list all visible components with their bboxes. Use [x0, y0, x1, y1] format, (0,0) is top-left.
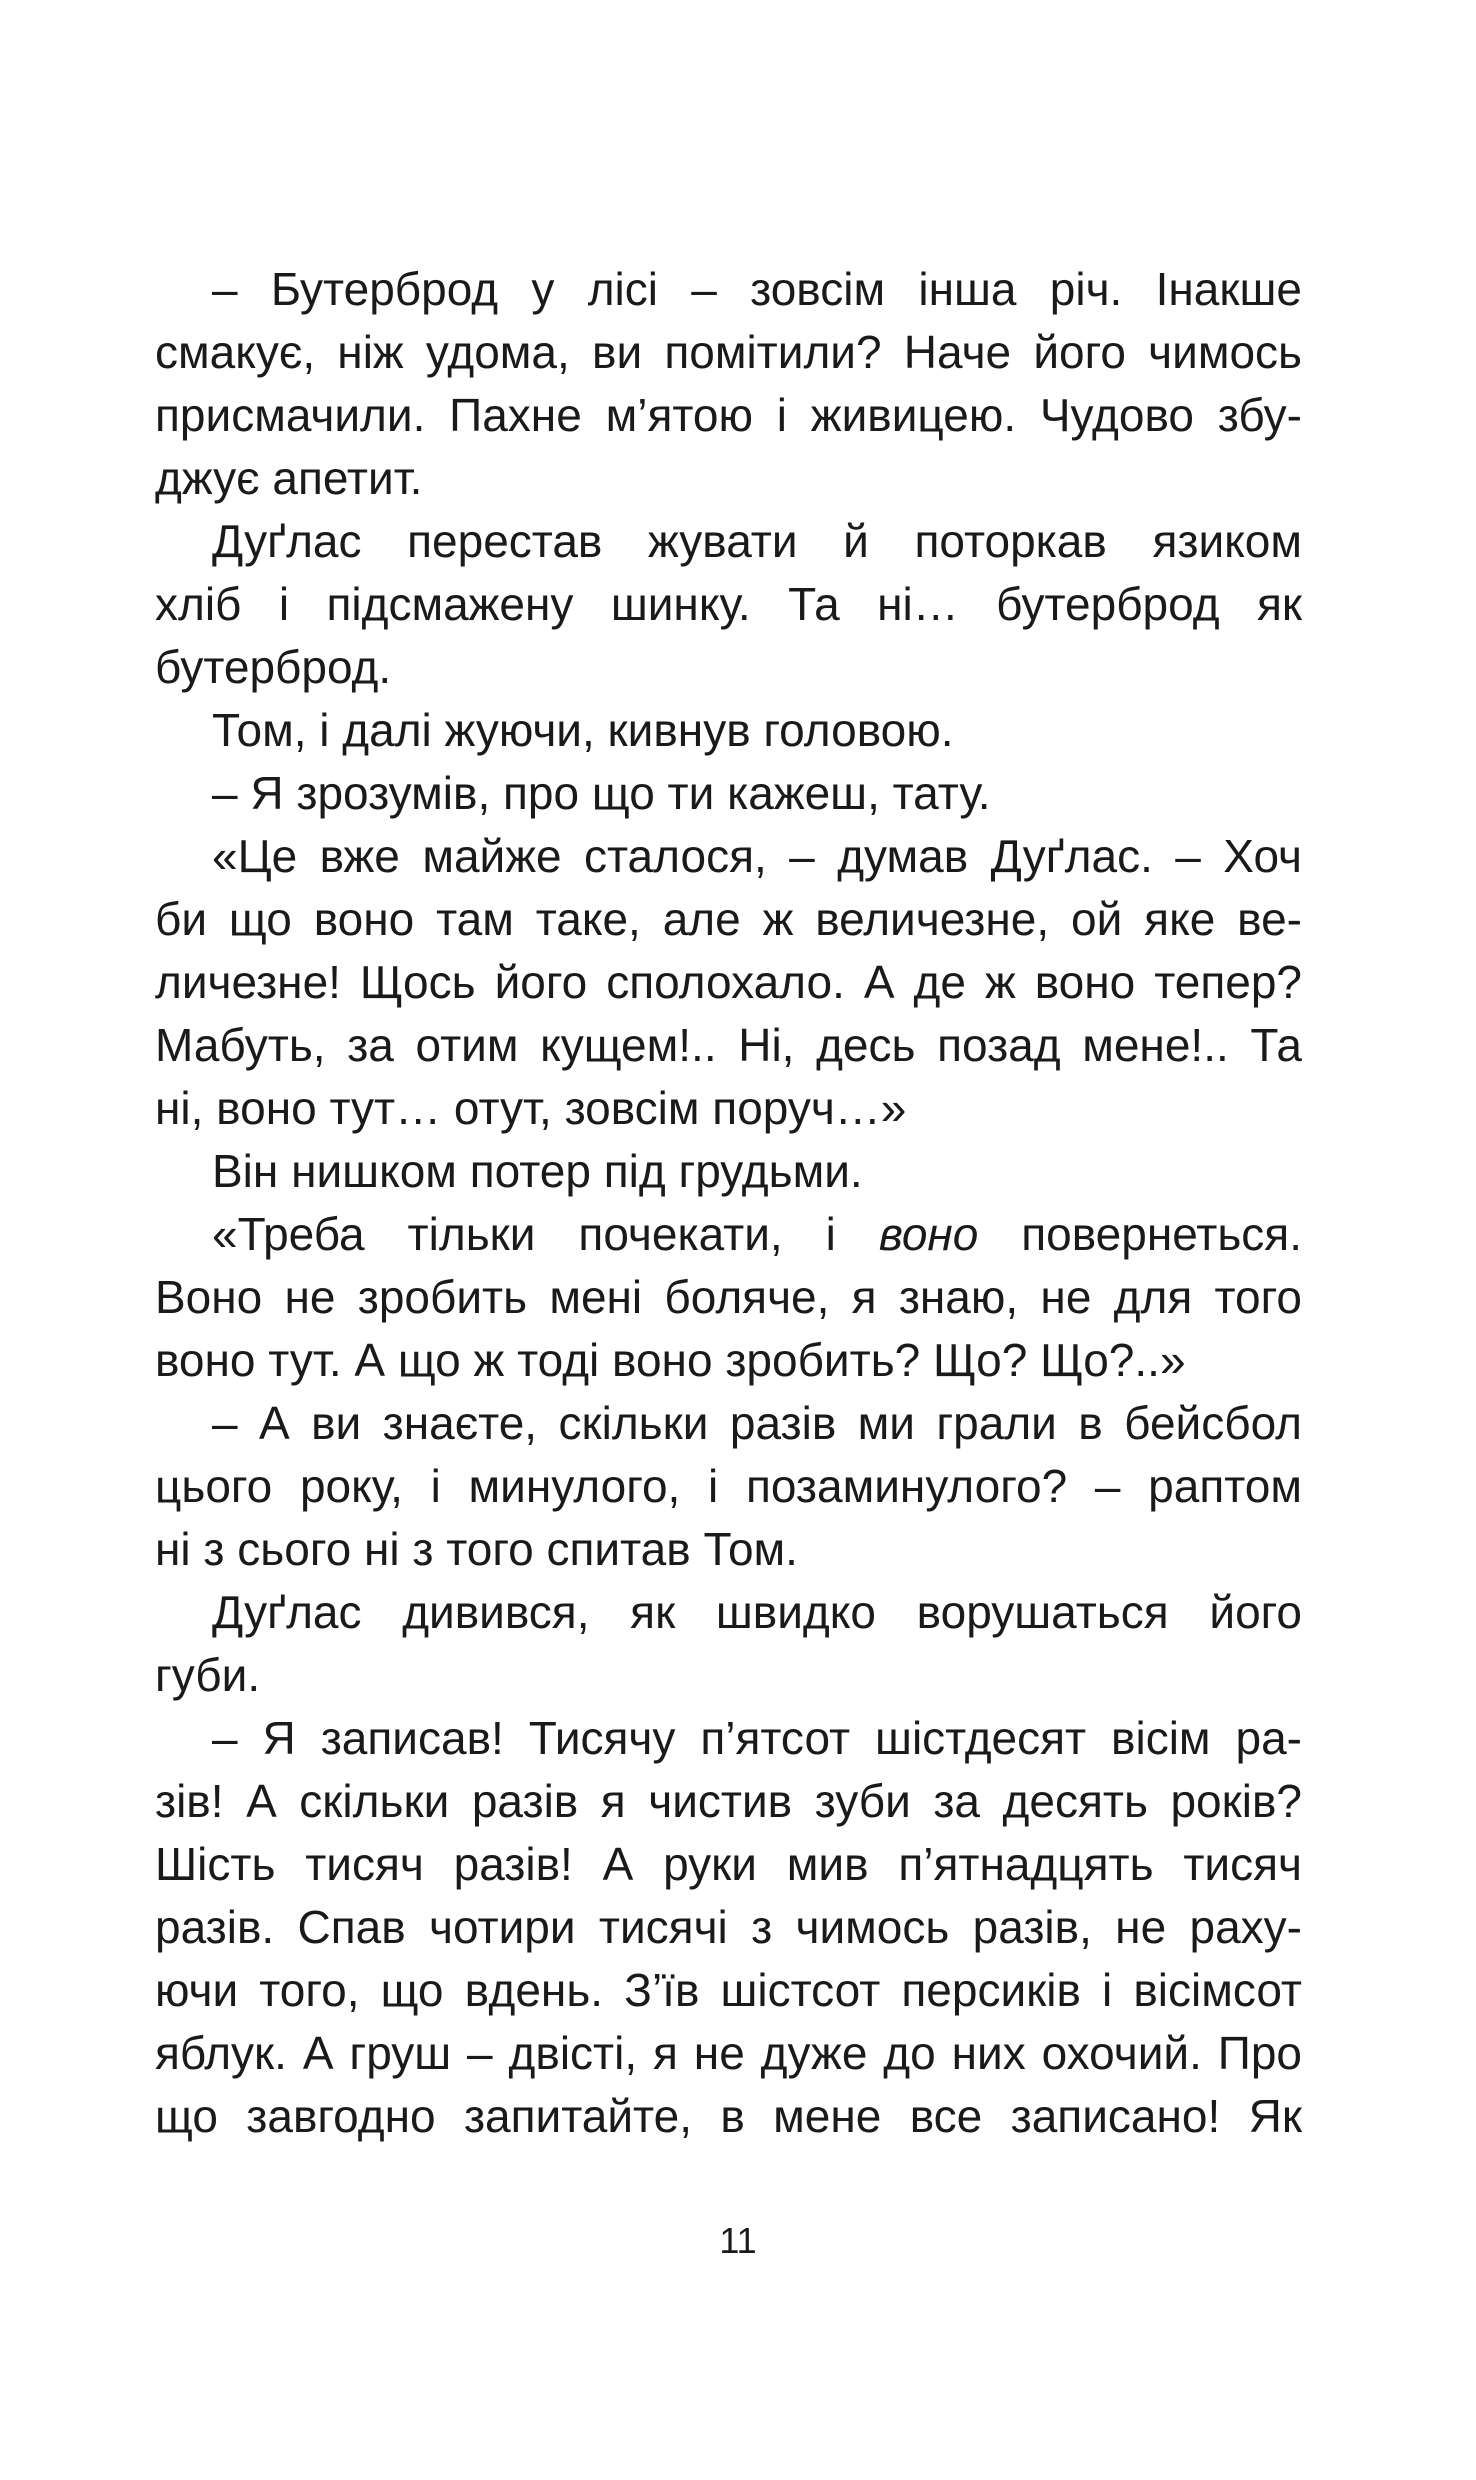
text-line: присмачили. Пахне м’ятою і живицею. Чудово збу-	[155, 389, 1302, 441]
text-line: Дуґлас дивився, як швидко ворушаться його	[212, 1586, 1302, 1638]
page-body	[155, 258, 1302, 2148]
text-line: «Треба тільки почекати, і воно повернеться.	[212, 1208, 1302, 1260]
emphasis: воно	[878, 1208, 979, 1260]
text-line: яблук. А груш – двісті, я не дуже до них охочий. Про	[155, 2027, 1302, 2079]
text-line: разів. Спав чотири тисячі з чимось разів, не раху-	[155, 1901, 1302, 1953]
text-line: – Бутерброд у лісі – зовсім інша річ. Інакше	[212, 263, 1302, 315]
text-line: смакує, ніж удома, ви помітили? Наче його чимось	[155, 326, 1302, 378]
text-line: бутерброд.	[155, 641, 392, 693]
text-line: – А ви знаєте, скільки разів ми грали в бейсбол	[212, 1397, 1302, 1449]
text-line: – Я зрозумів, про що ти кажеш, тату.	[212, 767, 991, 819]
text-line: ючи того, що вдень. З’їв шістсот персиків і вісімсот	[155, 1964, 1302, 2016]
text-line: Шість тисяч разів! А руки мив п’ятнадцять тисяч	[155, 1838, 1302, 1890]
text-line: хліб і підсмажену шинку. Та ні… бутерброд як	[155, 578, 1302, 630]
text-line: джує апетит.	[155, 452, 423, 504]
text-line: що завгодно запитайте, в мене все записано! Як	[155, 2090, 1302, 2142]
text-line: Він нишком потер під грудьми.	[212, 1145, 863, 1197]
page-number: 11	[719, 2220, 757, 2261]
text-line: Мабуть, за отим кущем!.. Ні, десь позад мене!.. Та	[155, 1019, 1302, 1071]
text-line: Воно не зробить мені боляче, я знаю, не для того	[155, 1271, 1302, 1323]
text-line: Дуґлас перестав жувати й поторкав язиком	[212, 515, 1302, 567]
text-line: – Я записав! Тисячу п’ятсот шістдесят вісім ра-	[212, 1712, 1302, 1764]
text-line: губи.	[155, 1649, 261, 1701]
text-line: воно тут. А що ж тоді воно зробить? Що? Що?..»	[155, 1334, 1186, 1386]
text-line: «Це вже майже сталося, – думав Дуґлас. – Хоч	[212, 830, 1302, 882]
text-line: ні, воно тут… отут, зовсім поруч…»	[155, 1082, 907, 1134]
text-line: личезне! Щось його сполохало. А де ж воно тепер?	[155, 956, 1302, 1008]
text-line: ні з сього ні з того спитав Том.	[155, 1523, 798, 1575]
text-line: цього року, і минулого, і позаминулого? – раптом	[155, 1460, 1302, 1512]
text-line: зів! А скільки разів я чистив зуби за десять років?	[155, 1775, 1302, 1827]
text-line: Том, і далі жуючи, кивнув головою.	[212, 704, 954, 756]
text-line: би що воно там таке, але ж величезне, ой яке ве-	[155, 893, 1302, 945]
